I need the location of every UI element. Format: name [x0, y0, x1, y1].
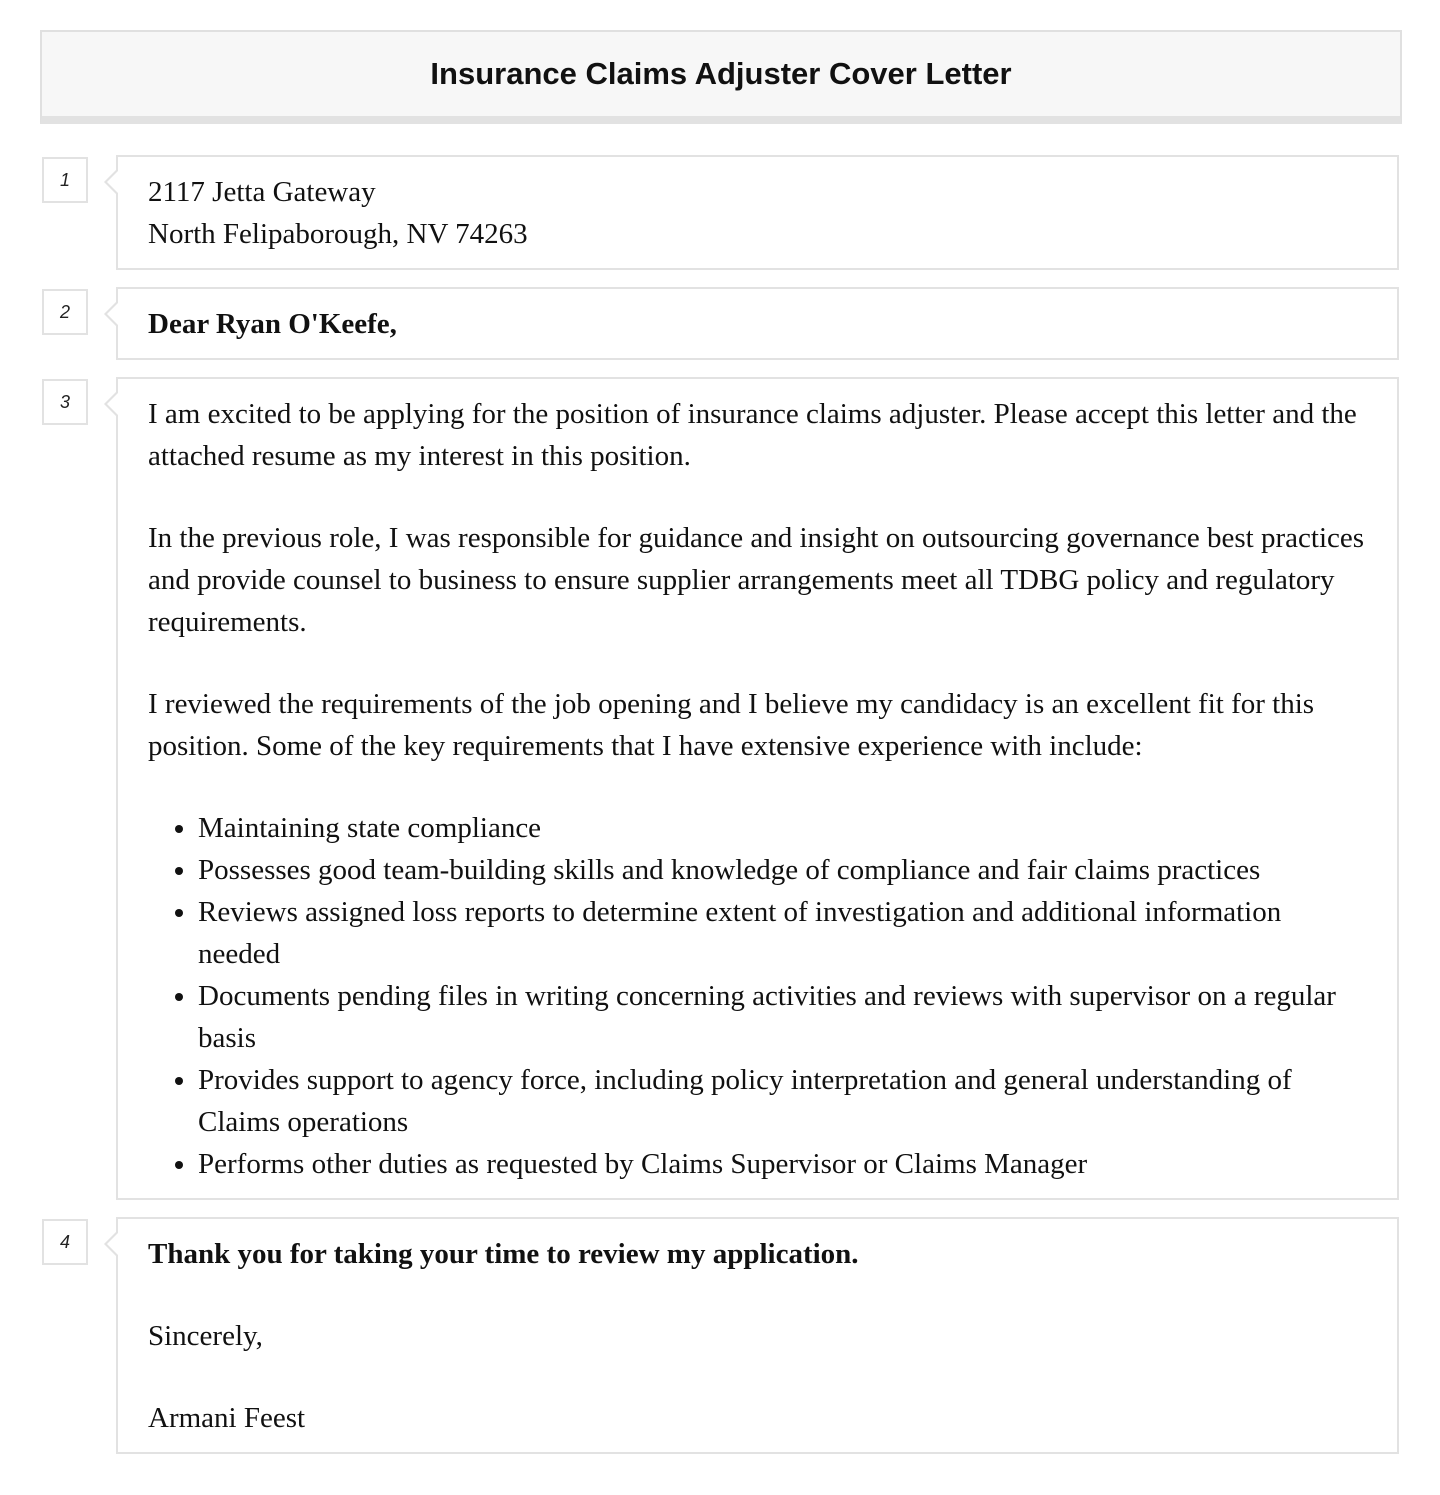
section-number-1: 1	[42, 157, 88, 203]
fit-paragraph: I reviewed the requirements of the job opening and I believe my candidacy is an excellent fit for this position. Some of the key requirements that I have extensive experience with include:	[148, 688, 1315, 762]
document-header	[40, 30, 1402, 124]
list-item: • Provides support to agency force, including policy interpretation and general understanding of Claims operations	[198, 1059, 1367, 1143]
thank-you-line: Thank you for taking your time to review my application.	[148, 1238, 859, 1270]
salutation: Dear Ryan O'Keefe,	[148, 308, 397, 340]
section-number-2: 2	[42, 289, 88, 335]
letter-body-block	[116, 377, 1399, 1200]
salutation-block	[116, 287, 1399, 360]
list-item: • Possesses good team-building skills and knowledge of compliance and fair claims practices	[198, 849, 1367, 891]
list-item: • Documents pending files in writing concerning activities and reviews with supervisor on a regular basis	[198, 975, 1367, 1059]
section-number-3: 3	[42, 379, 88, 425]
address-block	[116, 155, 1399, 270]
list-item: • Reviews assigned loss reports to determine extent of investigation and additional information needed	[198, 891, 1367, 975]
signature-name: Armani Feest	[148, 1402, 306, 1434]
experience-paragraph: In the previous role, I was responsible for guidance and insight on outsourcing governance best practices and provide counsel to business to ensure supplier arrangements meet all TDBG policy and regulatory requirements.	[148, 522, 1365, 638]
page-title: Insurance Claims Adjuster Cover Letter	[430, 56, 1012, 91]
section-number-4: 4	[42, 1219, 88, 1265]
list-item: • Maintaining state compliance	[198, 807, 1367, 849]
closing-block	[116, 1217, 1399, 1454]
requirements-list	[148, 807, 1367, 1185]
closing-line: Sincerely,	[148, 1320, 263, 1352]
list-item: • Performs other duties as requested by Claims Supervisor or Claims Manager	[198, 1143, 1367, 1185]
address-city: North Felipaborough, NV 74263	[148, 218, 528, 250]
intro-paragraph: I am excited to be applying for the position of insurance claims adjuster. Please accept this letter and the attached resume as my interest in this position.	[148, 398, 1357, 472]
address-street: 2117 Jetta Gateway	[148, 176, 376, 208]
